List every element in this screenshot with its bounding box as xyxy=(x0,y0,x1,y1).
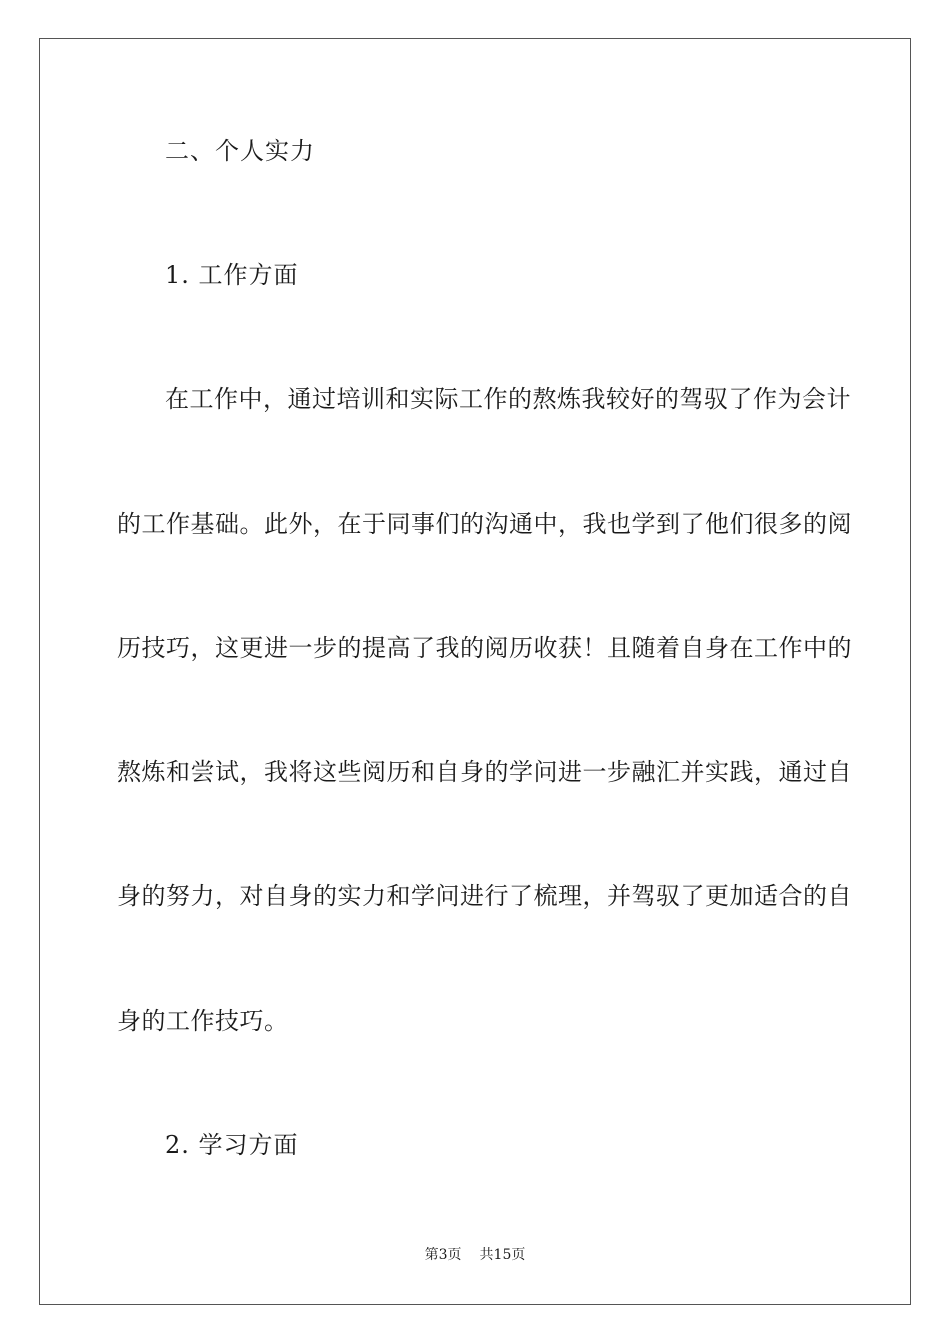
paragraph-line: 的工作基础。此外，在于同事们的沟通中，我也学到了他们很多的阅 xyxy=(117,510,852,538)
paragraph-line: 在工作中，通过培训和实际工作的熬炼我较好的驾驭了作为会计 xyxy=(165,385,851,413)
page-number: 第3页 xyxy=(424,1247,462,1263)
page-footer xyxy=(0,1246,950,1264)
paragraph-line: 身的工作技巧。 xyxy=(117,1007,289,1035)
section-heading: 二、个人实力 xyxy=(165,137,315,165)
subsection-heading-work: 1. 工作方面 xyxy=(165,261,299,289)
page-border xyxy=(39,38,911,1305)
page-total: 共15页 xyxy=(479,1247,526,1263)
paragraph-line: 身的努力，对自身的实力和学问进行了梳理，并驾驭了更加适合的自 xyxy=(117,882,852,910)
paragraph-line: 历技巧，这更进一步的提高了我的阅历收获！且随着自身在工作中的 xyxy=(117,634,852,662)
paragraph-line: 熬炼和尝试，我将这些阅历和自身的学问进一步融汇并实践，通过自 xyxy=(117,758,852,786)
subsection-heading-study: 2. 学习方面 xyxy=(165,1131,299,1159)
